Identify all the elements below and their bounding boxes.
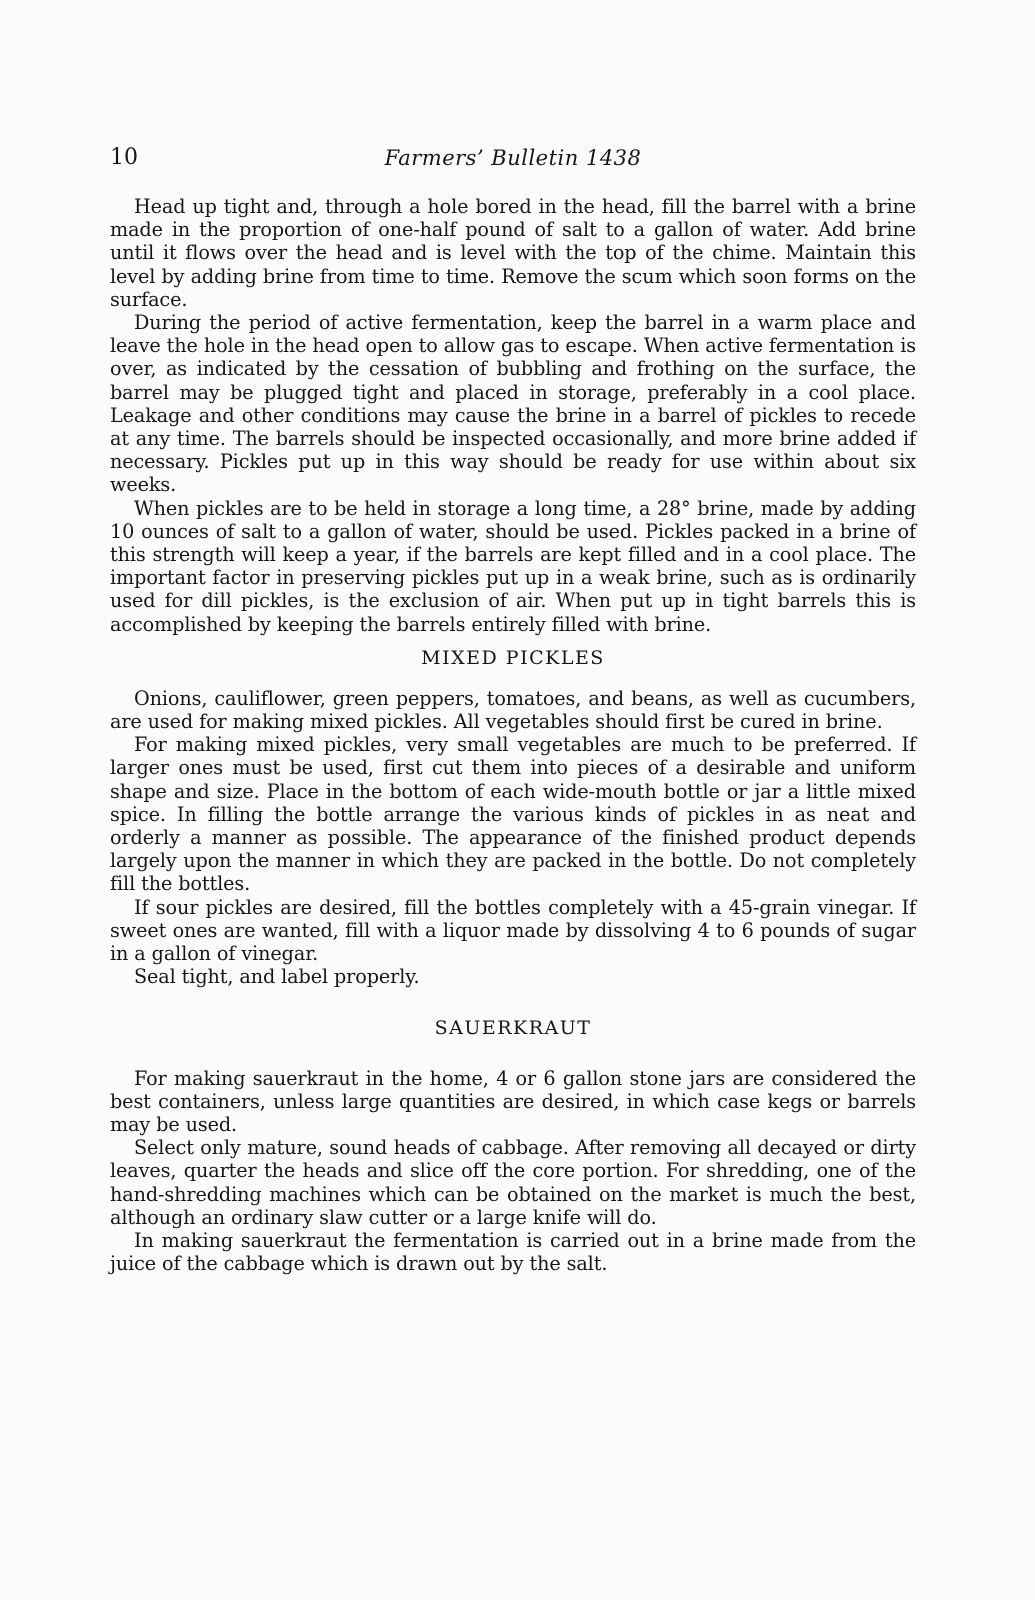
paragraph: Head up tight and, through a hole bored in the head, fill the barrel with a brine made in the proportion of one-half pound of salt to a gallon of water. Add brine until it flows over the head and is level with the top of the chime. Maintain this level by adding brine from time to time. Remove the scum which soon forms on the surface. — [110, 195, 916, 311]
paragraph: For making mixed pickles, very small vegetables are much to be preferred. If larger ones must be used, first cut them into pieces of a desirable and uniform shape and size. Place in the bottom of each wide-mouth bottle or jar a little mixed spice. In filling the bottle arrange the various kinds of pickles in as neat and orderly a manner as possible. The appearance of the finished product depends largely upon the manner in which they are packed in the bottle. Do not completely fill the bottles. — [110, 733, 916, 896]
section-heading: SAUERKRAUT — [434, 1016, 592, 1039]
section-heading: MIXED PICKLES — [421, 646, 605, 669]
section-sauerkraut — [110, 1016, 916, 1276]
paragraph: In making sauerkraut the fermentation is carried out in a brine made from the juice of the cabbage which is drawn out by the salt. — [110, 1228, 916, 1276]
page-header — [110, 144, 916, 178]
paragraph: When pickles are to be held in storage a long time, a 28° brine, made by adding 10 ounces of salt to a gallon of water, should be used. Pickles packed in a brine of this strength will keep a year, if the barrels are kept filled and in a cool place. The important factor in preserving pickles put up in a weak brine, such as is ordinarily used for dill pickles, is the exclusion of air. When put up in tight barrels this is accomplished by keeping the barrels entirely filled with brine. — [110, 496, 916, 636]
paragraph: Select only mature, sound heads of cabbage. After removing all decayed or dirty leaves, quarter the heads and slice off the core portion. For shredding, one of the hand-shredding machines which can be obtained on the market is much the best, although an ordinary slaw cutter or a large knife will do. — [110, 1136, 916, 1229]
paragraph: Onions, cauliflower, green peppers, tomatoes, and beans, as well as cucumbers, are used for making mixed pickles. All vegetables should first be cured in brine. — [110, 686, 916, 734]
paragraph: During the period of active fermentation, keep the barrel in a warm place and leave the hole in the head open to allow gas to escape. When active fermentation is over, as indicated by the cessation of bubbling and frothing on the surface, the barrel may be plugged tight and placed in storage, preferably in a cool place. Leakage and other conditions may cause the brine in a barrel of pickles to recede at any time. The barrels should be inspected occasionally, and more brine added if necessary. Pickles put up in this way should be ready for use within about six weeks. — [110, 311, 916, 497]
body-text — [110, 195, 916, 1275]
paragraph: If sour pickles are desired, fill the bottles completely with a 45-grain vinegar. If sweet ones are wanted, fill with a liquor made by dissolving 4 to 6 pounds of sugar in a gallon of vinegar. — [110, 895, 916, 966]
page-number: 10 — [110, 145, 138, 170]
section-brine-storage — [110, 195, 916, 636]
paragraph: Seal tight, and label properly. — [134, 965, 420, 989]
paragraph: For making sauerkraut in the home, 4 or 6 gallon stone jars are considered the best containers, unless large quantities are desired, in which case kegs or barrels may be used. — [110, 1066, 916, 1136]
running-title: Farmers’ Bulletin 1438 — [384, 146, 642, 170]
section-mixed-pickles — [110, 646, 916, 989]
